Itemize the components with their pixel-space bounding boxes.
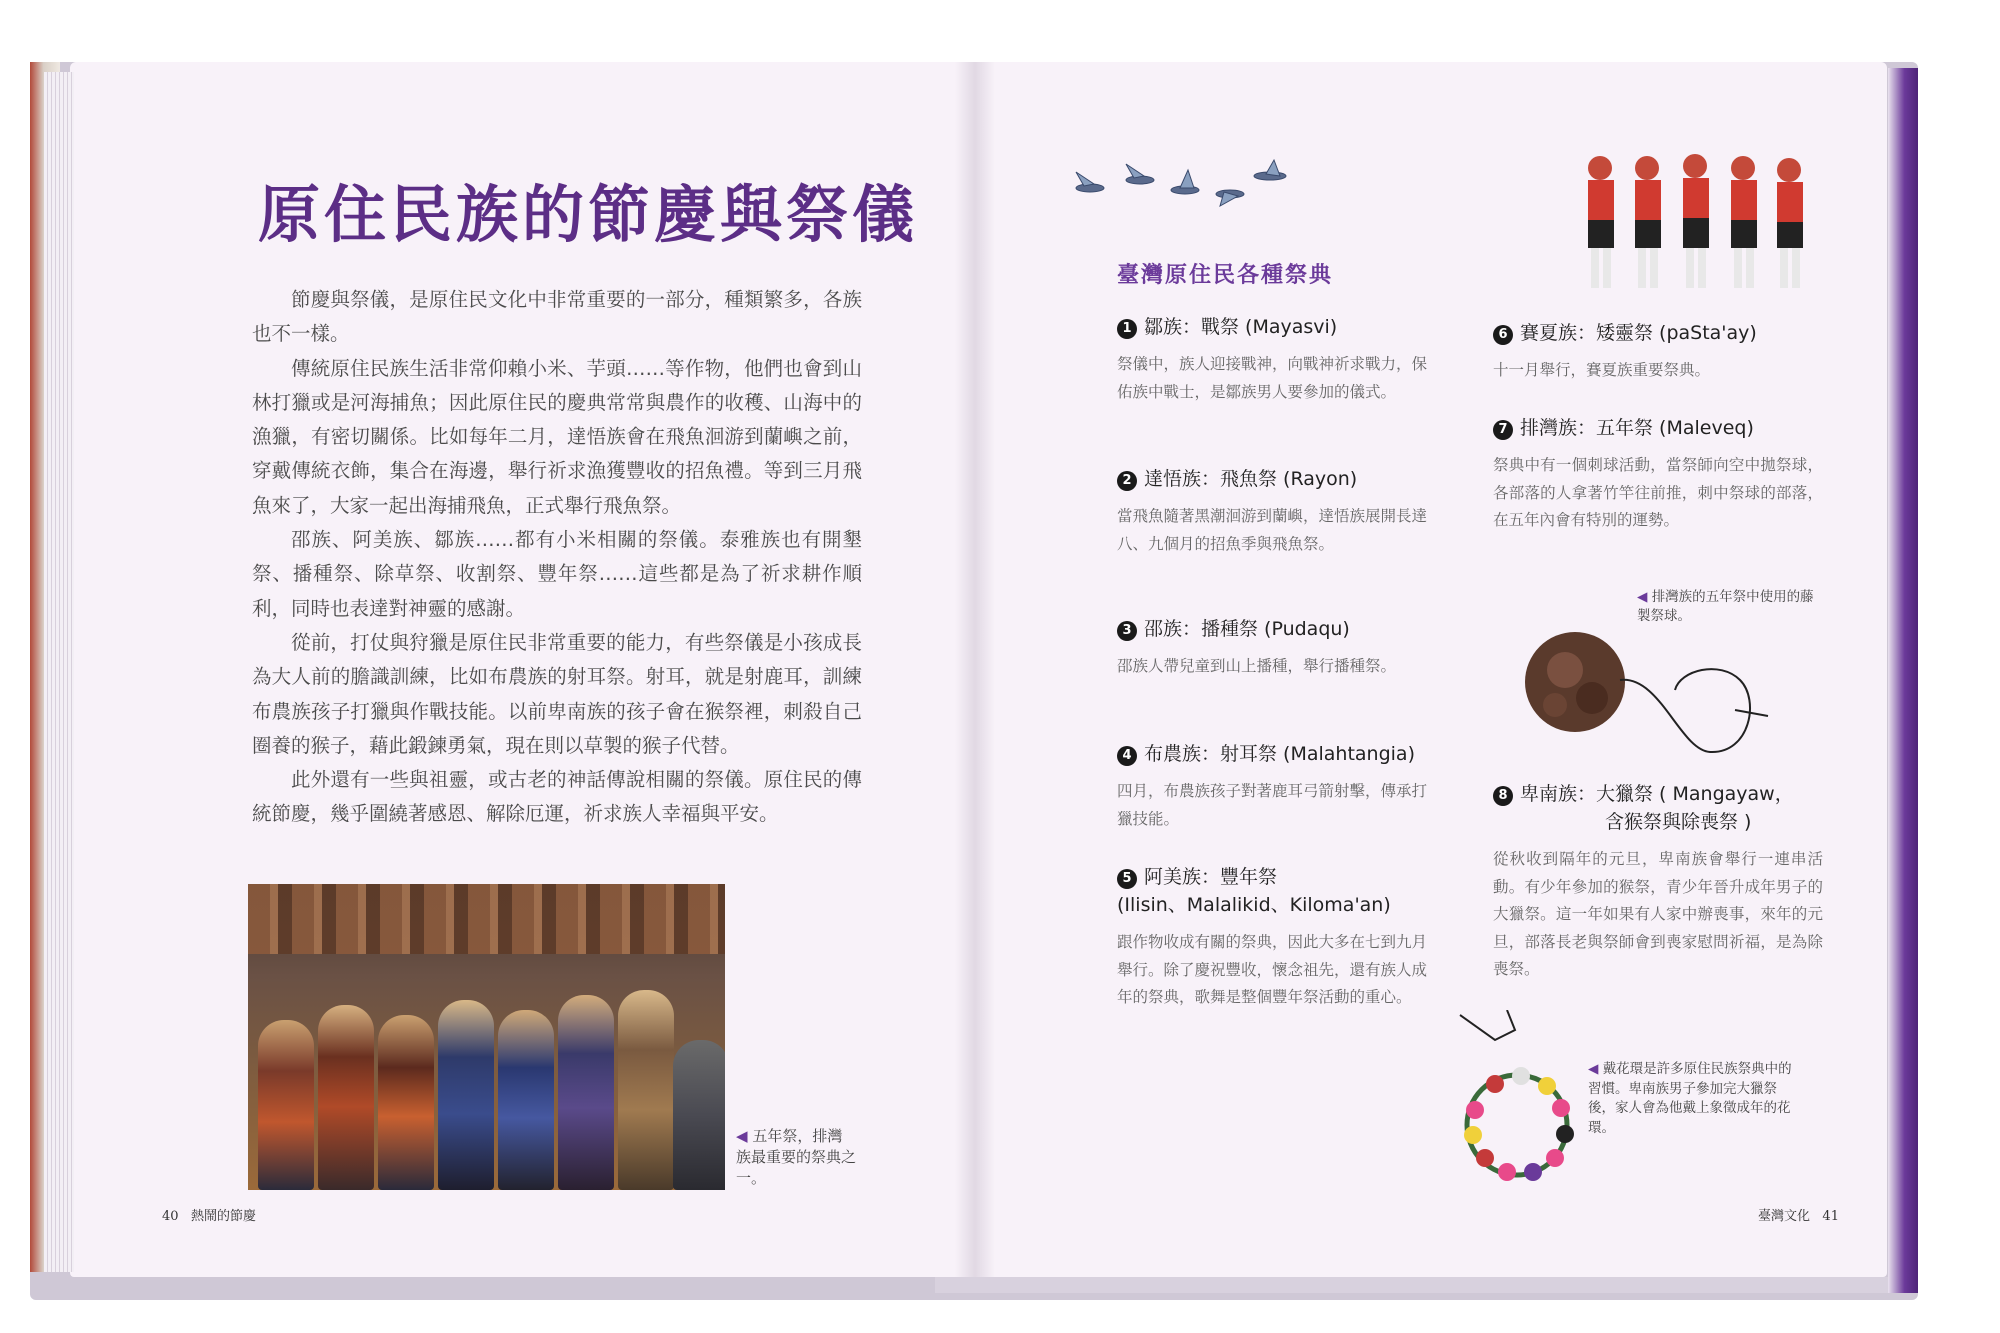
festival-entry xyxy=(1117,740,1427,833)
festival-entry xyxy=(1493,780,1823,984)
festival-heading xyxy=(1117,863,1427,891)
book-base xyxy=(935,1277,1915,1293)
festival-heading xyxy=(1493,414,1823,442)
rattan-ball-image xyxy=(1510,620,1770,770)
dancer-figure xyxy=(673,1040,725,1190)
festival-entry xyxy=(1493,414,1823,535)
festival-name: 阿美族：豐年祭 xyxy=(1144,866,1278,888)
running-head: 熱鬧的節慶 xyxy=(190,1209,256,1224)
paragraph-5: 此外還有一些與祖靈，或古老的神話傳說相關的祭儀。原住民的傳統節慶，幾乎圍繞著感恩、解除厄運，祈求族人幸福與平安。 xyxy=(252,768,862,826)
festival-name: 布農族：射耳祭 (Malahtangia) xyxy=(1144,743,1415,765)
festival-description: 從秋收到隔年的元旦，卑南族會舉行一連串活動。有少年參加的猴祭，青少年晉升成年男子的大獵祭。這一年如果有人家中辦喪事，來年的元旦，部落長老與祭師會到喪家慰問祈福，是為除喪祭。 xyxy=(1493,850,1823,978)
festival-heading xyxy=(1493,319,1823,347)
festival-number: 5 xyxy=(1117,869,1137,889)
dancer-figure xyxy=(618,990,674,1190)
festival-name: 邵族：播種祭 (Pudaqu) xyxy=(1144,618,1350,640)
folio-right xyxy=(1758,1205,1839,1224)
book-gutter xyxy=(955,62,995,1277)
festival-description: 祭典中有一個刺球活動，當祭師向空中拋祭球，各部落的人拿著竹竿往前推，刺中祭球的部落，在五年內會有特別的運勢。 xyxy=(1493,456,1823,529)
paiwan-ceremony-photo xyxy=(248,884,725,1190)
arrow-left-icon: ◀ xyxy=(1637,589,1648,605)
festival-number: 4 xyxy=(1117,746,1137,766)
festival-description: 當飛魚隨著黑潮洄游到蘭嶼，達悟族展開長達八、九個月的招魚季與飛魚祭。 xyxy=(1117,507,1428,553)
flying-fish-illustration xyxy=(1070,158,1295,213)
festival-number: 6 xyxy=(1493,325,1513,345)
festival-heading xyxy=(1493,780,1823,808)
dancer-figure xyxy=(498,1010,554,1190)
book-cover-right xyxy=(1888,68,1918,1293)
running-head: 臺灣文化 xyxy=(1758,1209,1811,1224)
festival-description: 祭儀中，族人迎接戰神，向戰神祈求戰力，保佑族中戰士，是鄒族男人要參加的儀式。 xyxy=(1117,355,1428,401)
festival-entry xyxy=(1117,465,1427,558)
festival-number: 8 xyxy=(1493,786,1513,806)
wreath-caption xyxy=(1588,1060,1798,1138)
dancer-figure xyxy=(378,1015,434,1190)
festival-name: 卑南族：大獵祭 ( Mangayaw， xyxy=(1520,783,1794,805)
dancer-figure xyxy=(558,995,614,1190)
ball-caption-text: 排灣族的五年祭中使用的藤製祭球。 xyxy=(1637,589,1814,624)
paragraph-4: 從前，打仗與狩獵是原住民非常重要的能力，有些祭儀是小孩成長為大人前的膽識訓練，比如布農族的射耳祭。射耳，就是射鹿耳，訓練布農族孩子打獵與作戰技能。以前卑南族的孩子會在猴祭裡，刺殺自己圈養的猴子，藉此鍛鍊勇氣，現在則以草製的猴子代替。 xyxy=(252,630,862,757)
festival-heading xyxy=(1117,465,1427,493)
festival-entry xyxy=(1117,313,1427,406)
flower-wreath-image xyxy=(1455,1010,1595,1185)
page-title: 原住民族的節慶與祭儀 xyxy=(258,178,919,251)
photo-caption-text: 五年祭，排灣族最重要的祭典之一。 xyxy=(736,1127,857,1187)
festival-heading xyxy=(1117,740,1427,768)
body-text xyxy=(252,283,862,832)
festival-heading xyxy=(1117,313,1427,341)
dancer-figure xyxy=(318,1005,374,1190)
festival-description: 邵族人帶兒童到山上播種，舉行播種祭。 xyxy=(1117,657,1397,675)
paragraph-2: 傳統原住民族生活非常仰賴小米、芋頭……等作物，他們也會到山林打獵或是河海捕魚；因此原住民的慶典常常與農作的收穫、山海中的漁獵，有密切關係。比如每年二月，達悟族會在飛魚洄游到蘭嶼之前，穿戴傳統衣飾，集合在海邊，舉行祈求漁獲豐收的招魚禮。等到三月飛魚來了，大家一起出海捕飛魚，正式舉行飛魚祭。 xyxy=(252,356,862,517)
wreath-caption-text: 戴花環是許多原住民族祭典中的習慣。卑南族男子參加完大獵祭後，家人會為他戴上象徵成年的花環。 xyxy=(1588,1061,1792,1136)
dancer-figure xyxy=(258,1020,314,1190)
festival-name: 賽夏族：矮靈祭 (paSta'ay) xyxy=(1520,322,1757,344)
page-number: 41 xyxy=(1822,1209,1839,1224)
festival-name: 鄒族：戰祭 (Mayasvi) xyxy=(1144,316,1338,338)
festival-description: 跟作物收成有關的祭典，因此大多在七到九月舉行。除了慶祝豐收，懷念祖先，還有族人成年的祭典，歌舞是整個豐年祭活動的重心。 xyxy=(1117,933,1428,1006)
festival-entry xyxy=(1117,615,1427,681)
festival-number: 2 xyxy=(1117,471,1137,491)
festival-entry xyxy=(1493,319,1823,385)
festival-name: 排灣族：五年祭 (Maleveq) xyxy=(1520,417,1754,439)
festival-entry xyxy=(1117,863,1427,1012)
festival-subtitle: 含猴祭與除喪祭 ) xyxy=(1605,811,1752,833)
arrow-left-icon: ◀ xyxy=(736,1127,748,1145)
festival-subtitle: (Ilisin、Malalikid、Kiloma'an) xyxy=(1117,894,1391,916)
paragraph-1: 節慶與祭儀，是原住民文化中非常重要的一部分，種類繁多，各族也不一樣。 xyxy=(252,288,862,346)
festival-description: 十一月舉行，賽夏族重要祭典。 xyxy=(1493,361,1711,379)
folio-left xyxy=(162,1205,256,1224)
saisiyat-dancers-illustration xyxy=(1575,148,1815,300)
carved-frieze xyxy=(248,884,725,954)
festival-name: 達悟族：飛魚祭 (Rayon) xyxy=(1144,468,1358,490)
festival-number: 1 xyxy=(1117,319,1137,339)
festival-description: 四月，布農族孩子對著鹿耳弓箭射擊，傳承打獵技能。 xyxy=(1117,782,1428,828)
festival-number: 7 xyxy=(1493,420,1513,440)
paragraph-3: 邵族、阿美族、鄒族……都有小米相關的祭儀。泰雅族也有開墾祭、播種祭、除草祭、收割祭、豐年祭……這些都是為了祈求耕作順利，同時也表達對神靈的感謝。 xyxy=(252,528,862,620)
arrow-left-icon: ◀ xyxy=(1588,1061,1599,1077)
dancer-figure xyxy=(438,1000,494,1190)
section-title: 臺灣原住民各種祭典 xyxy=(1117,262,1334,288)
photo-caption xyxy=(736,1126,856,1189)
festival-heading xyxy=(1117,615,1427,643)
festival-number: 3 xyxy=(1117,621,1137,641)
page-stack xyxy=(44,72,74,1272)
page-number: 40 xyxy=(162,1209,179,1224)
